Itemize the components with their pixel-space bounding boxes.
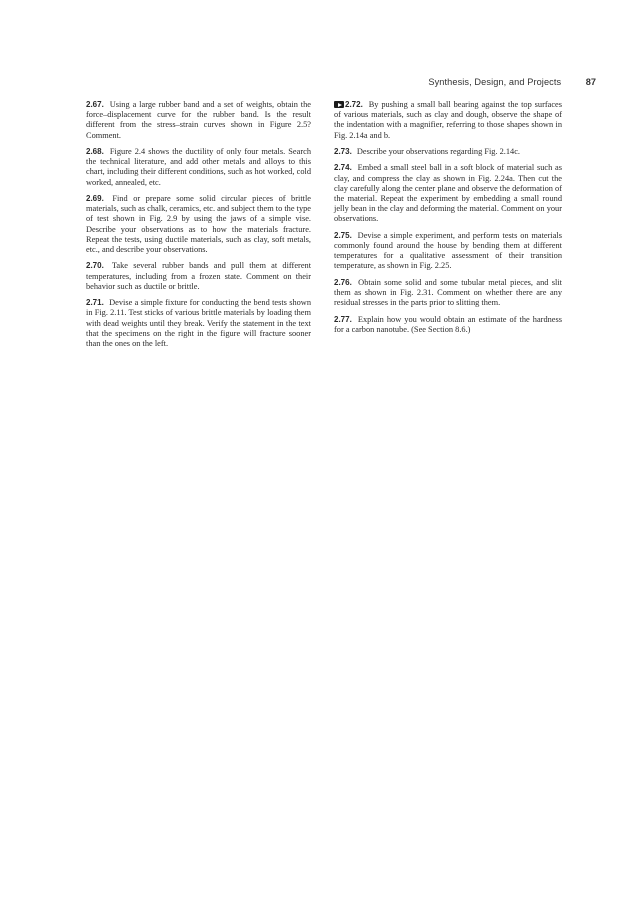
video-icon [334, 101, 344, 108]
problem-number: 2.72. [345, 100, 363, 109]
problem-2-67 [86, 100, 311, 141]
left-column [86, 100, 311, 355]
problem-number: 2.76. [334, 277, 352, 287]
problem-text: Devise a simple experiment, and perform tests on materials commonly found around the house by bending them at different temperatures for a qualitative assessment of their transition temperature, as shown in Fig. 2.25. [334, 230, 562, 271]
problem-number: 2.71. [86, 298, 104, 308]
problem-number: 2.69. [86, 194, 104, 203]
running-head [86, 77, 596, 87]
problem-2-68 [86, 147, 311, 188]
problem-2-74 [334, 163, 562, 224]
problem-number: 2.67. [86, 100, 104, 109]
problem-2-77 [334, 315, 562, 335]
problem-text: Find or prepare some solid circular pieces of brittle materials, such as chalk, ceramics, etc. and subject them to the type of test shown in Fig. 2.9 by using the jaws of a simple vise. Describe your observations as to how the materials fracture. Repeat the tests, using ductile materials, such as clay, soft metals, etc., and describe your observations. [86, 194, 311, 255]
problem-text: Devise a simple fixture for conducting the bend tests shown in Fig. 2.11. Test sticks of various brittle materials by loading them with dead weights until they break. Verify the statement in the text that the specimens on the right in the figure will fracture sooner than the ones on the left. [86, 298, 311, 349]
problem-text: Obtain some solid and some tubular metal pieces, and slit them as shown in Fig. 2.31. Comment on whether there are any residual stresses in the parts prior to slitting them. [334, 277, 562, 308]
problem-2-71 [86, 298, 311, 349]
page-number: 87 [585, 77, 596, 87]
problem-text: By pushing a small ball bearing against the top surfaces of various materials, such as clay and dough, observe the shape of the indentation with a magnifier, referring to those shapes shown in Fig. 2.14a and b. [334, 100, 562, 140]
problem-2-72 [334, 100, 562, 141]
right-column [334, 100, 562, 341]
problem-text: Explain how you would obtain an estimate of the hardness for a carbon nanotube. (See Section 8.6.) [334, 314, 562, 334]
problem-2-75 [334, 231, 562, 272]
problem-number: 2.75. [334, 230, 352, 240]
problem-text: Using a large rubber band and a set of weights, obtain the force–displacement curve for the rubber band. Is the result different from the stress–strain curves shown in Figure 2.5? Comment. [86, 100, 311, 140]
problem-text: Take several rubber bands and pull them at different temperatures, including from a frozen state. Comment on their behavior such as ductile or brittle. [86, 261, 312, 291]
problem-text: Embed a small steel ball in a soft block of material such as clay, and compress the clay as shown in Fig. 2.24a. Then cut the clay carefully along the center plane and observe the deformation of the material. Repeat the experiment by embedding a small round jelly bean in the clay and deforming the material. Comment on your observations. [334, 163, 562, 224]
problem-2-73 [334, 147, 562, 157]
problem-2-69 [86, 194, 311, 255]
problem-number: 2.77. [334, 314, 352, 324]
problem-2-70 [86, 261, 311, 292]
problem-2-76 [334, 278, 562, 309]
problem-number: 2.73. [334, 147, 352, 156]
problem-text: Describe your observations regarding Fig. 2.14c. [356, 147, 521, 156]
section-title: Synthesis, Design, and Projects [428, 77, 562, 87]
problem-number: 2.70. [86, 261, 104, 271]
problem-number: 2.74. [334, 163, 352, 173]
problem-number: 2.68. [86, 147, 104, 156]
problem-text: Figure 2.4 shows the ductility of only four metals. Search the technical literature, and add other metals and alloys to this chart, including their different conditions, such as hot worked, cold worked, annealed, etc. [86, 147, 311, 187]
